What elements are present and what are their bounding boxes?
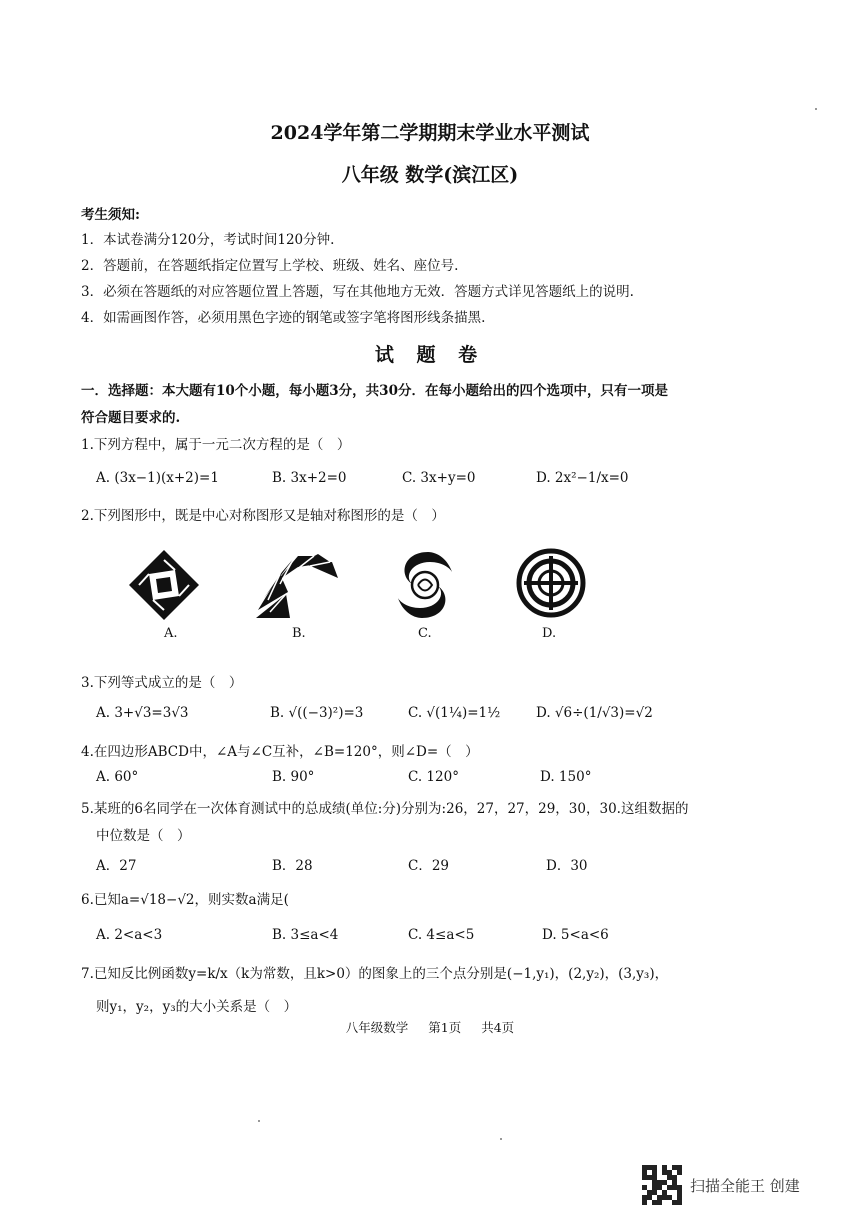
q6-option-b: B. 3≤a<4 [272,927,339,943]
question-2-stem: 2.下列图形中，既是中心对称图形又是轴对称图形的是（ ） [81,508,445,524]
q5-option-c: C．29 [408,858,450,874]
q5-option-d: D．30 [546,858,588,874]
watermark-text: 扫描全能王 创建 [690,1176,800,1195]
section-title: 试 题 卷 [374,344,486,366]
question-5-stem: 5.某班的6名同学在一次体育测试中的总成绩(单位:分)分别为:26，27，27，29，30，30.这组数据的 [81,801,689,817]
figure-c-swirl [390,548,460,622]
question-1-stem: 1.下列方程中，属于一元二次方程的是（ ） [81,437,351,453]
q1-option-a: A. (3x−1)(x+2)=1 [96,470,219,486]
page-footer [0,1018,860,1036]
q6-option-c: C. 4≤a<5 [408,927,475,943]
question-6-stem: 6.已知a=√18−√2，则实数a满足( [81,892,289,908]
q2-option-b-label: B. [292,626,306,641]
q4-option-c: C. 120° [408,769,459,785]
q5-option-a: A．27 [96,858,137,874]
q2-option-a-label: A. [164,626,178,641]
q4-option-a: A. 60° [96,769,139,785]
q2-option-c-label: C. [418,626,432,641]
scanner-watermark [642,1165,800,1205]
scan-speck [258,1120,260,1122]
notice-item: 4．如需画图作答，必须用黑色字迹的钢笔或签字笔将图形线条描黑. [81,310,486,326]
q4-option-b: B. 90° [272,769,315,785]
footer-total-pages: 共4页 [481,1020,515,1035]
q1-option-d: D. 2x²−1/x=0 [536,470,629,486]
notice-item: 2．答题前，在答题纸指定位置写上学校、班级、姓名、座位号. [81,258,459,274]
q6-option-d: D. 5<a<6 [542,927,609,943]
notice-heading: 考生须知: [81,207,140,223]
q3-option-b: B. √((−3)²)=3 [270,705,364,721]
notice-item: 1．本试卷满分120分，考试时间120分钟. [81,232,335,248]
scan-speck [815,108,817,110]
part1-instructions: 一．选择题：本大题有10个小题，每小题3分，共30分．在每小题给出的四个选项中，只有一项是 [81,383,668,399]
q3-option-a: A. 3+√3=3√3 [96,705,189,721]
figure-b-fan [250,548,342,622]
question-3-stem: 3.下列等式成立的是（ ） [81,675,243,691]
q2-option-d-label: D. [542,626,557,641]
qr-code-icon [642,1165,682,1205]
notice-item: 3．必须在答题纸的对应答题位置上答题，写在其他地方无效．答题方式详见答题纸上的说明. [81,284,634,300]
q1-option-c: C. 3x+y=0 [402,470,476,486]
q6-option-a: A. 2<a<3 [96,927,163,943]
figure-d-concentric-circles [516,548,586,618]
part1-instructions-cont: 符合题目要求的. [81,410,181,426]
q5-option-b: B．28 [272,858,313,874]
q3-option-d: D. √6÷(1/√3)=√2 [536,705,653,721]
question-4-stem: 4.在四边形ABCD中，∠A与∠C互补，∠B=120°，则∠D=（ ） [81,744,479,760]
exam-title: 2024学年第二学期期末学业水平测试 [270,122,590,144]
question-5-stem-cont: 中位数是（ ） [96,828,191,844]
q4-option-d: D. 150° [540,769,592,785]
figure-a-pinwheel-square [127,548,201,622]
question-7-stem: 7.已知反比例函数y=k/x（k为常数，且k>0）的图象上的三个点分别是(−1,y₁)，(2,y₂)，(3,y₃)， [81,966,669,982]
q3-option-c: C. √(1¼)=1½ [408,705,501,721]
q1-option-b: B. 3x+2=0 [272,470,347,486]
footer-page-number: 第1页 [428,1020,462,1035]
scan-speck [500,1138,502,1140]
question-7-stem-cont: 则y₁，y₂，y₃的大小关系是（ ） [96,999,298,1015]
exam-subtitle: 八年级 数学(滨江区) [341,164,519,186]
footer-subject: 八年级数学 [345,1020,409,1035]
